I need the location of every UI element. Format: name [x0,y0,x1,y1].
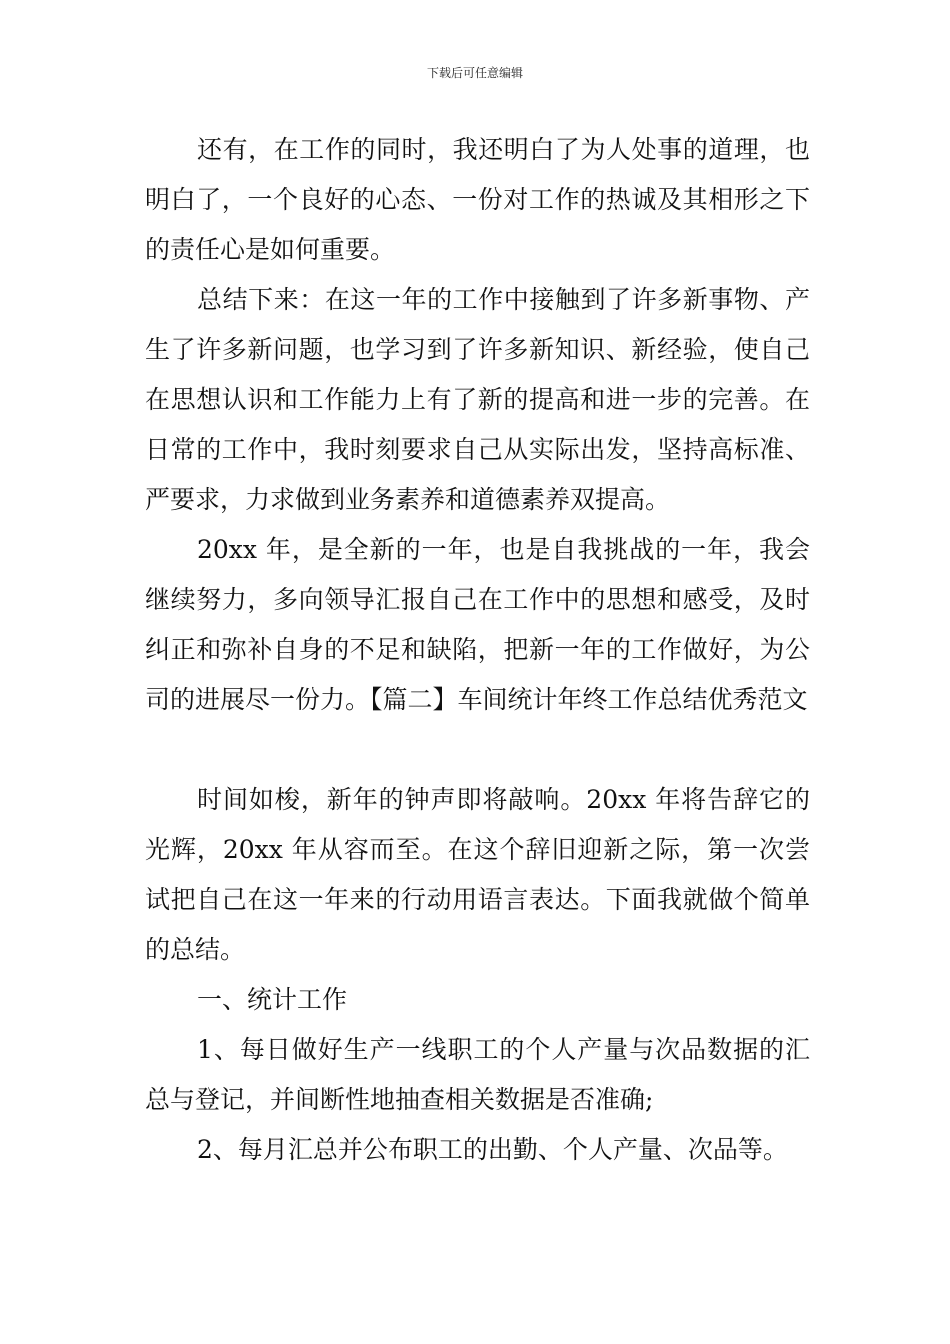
section-heading-statistics: 一、统计工作 [197,985,348,1014]
header-note: 下载后可任意编辑 [426,66,523,80]
blank-line [145,725,810,775]
paragraph-attitude: 还有，在工作的同时，我还明白了为人处事的道理，也明白了，一个良好的心态、一份对工作的热诚及其相形之下的责任心是如何重要。 [145,135,810,264]
paragraph-intro: 时间如梭，新年的钟声即将敲响。20xx 年将告辞它的光辉，20xx 年从容而至。在这个辞旧迎新之际，第一次尝试把自己在这一年来的行动用语言表达。下面我就做个简单的总结。 [145,785,810,964]
list-item-daily: 1、每日做好生产一线职工的个人产量与次品数据的汇总与登记，并间断性地抽查相关数据是否准确; [145,1035,810,1114]
paragraph-summary: 总结下来：在这一年的工作中接触到了许多新事物、产生了许多新问题，也学习到了许多新知识、新经验，使自己在思想认识和工作能力上有了新的提高和进一步的完善。在日常的工作中，我时刻要求自己从实际出发，坚持高标准、严要求，力求做到业务素养和道德素养双提高。 [145,285,810,514]
paragraph-new-year: 20xx 年，是全新的一年，也是自我挑战的一年，我会继续努力，多向领导汇报自己在工作中的思想和感受，及时纠正和弥补自身的不足和缺陷，把新一年的工作做好，为公司的进展尽一份力。【篇二】车间统计年终工作总结优秀范文 [145,535,810,714]
document-body [145,125,810,1175]
list-item-monthly: 2、每月汇总并公布职工的出勤、个人产量、次品等。 [197,1135,788,1164]
